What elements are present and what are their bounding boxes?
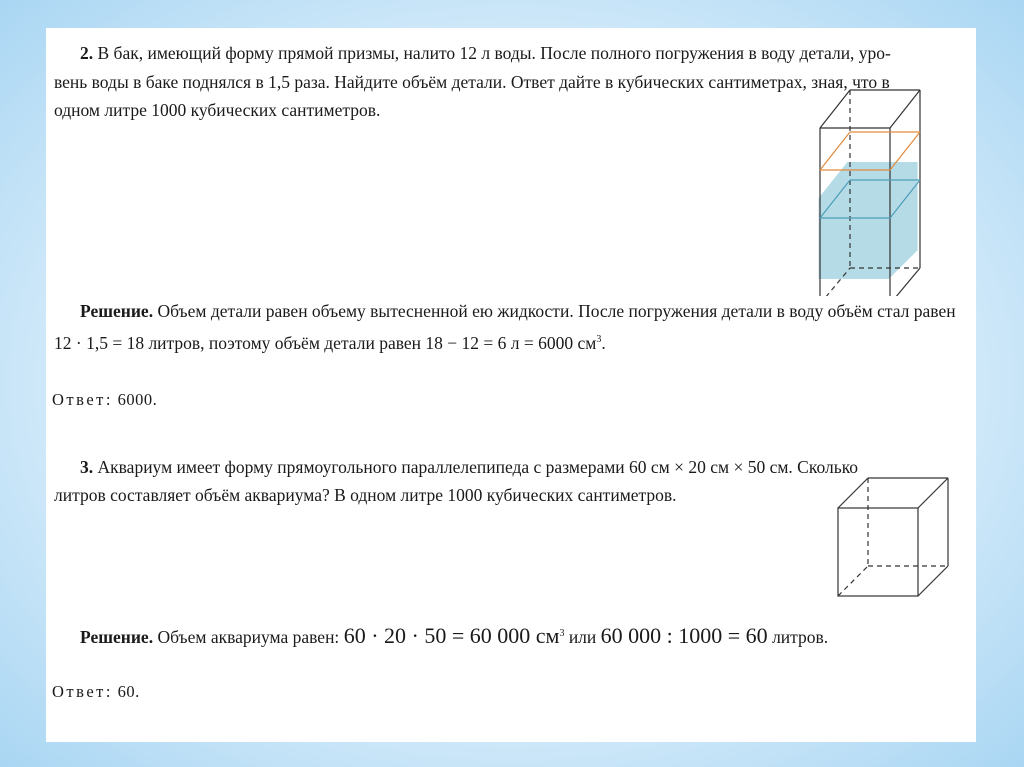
task-3-text-1: Аквариум имеет форму прямоугольного параллелепипеда с размерами 60 см × 20 см × 50 см. Сколько xyxy=(97,457,859,477)
solution-2-text-1: Объем детали равен объему вытесненной ею жидкости. После погружения детали в воду объём стал равен xyxy=(157,301,956,321)
solution-2-line-2 xyxy=(54,332,606,355)
task-2-text-1: В бак, имеющий форму прямой призмы, налито 12 л воды. После полного погружения в воду детали, уро- xyxy=(97,43,891,63)
solution-3-label: Решение. xyxy=(80,627,154,647)
task-2-line-1 xyxy=(80,42,891,65)
aquarium-box-figure xyxy=(836,476,952,600)
cubic-exponent-2: 3 xyxy=(559,628,565,640)
answer-3 xyxy=(52,682,140,702)
solution-3-math-1: 60 · 20 · 50 = 60 000 см xyxy=(343,623,560,648)
solution-3-text-3: литров. xyxy=(772,627,829,647)
tank-prism-figure xyxy=(810,56,930,296)
answer-3-label: Ответ: xyxy=(52,682,113,701)
solution-2-text-2: 12 · 1,5 = 18 литров, поэтому объём детали равен 18 − 12 = 6 л = 6000 см xyxy=(54,333,597,353)
answer-2-value: 6000. xyxy=(117,390,158,409)
solution-2-period: . xyxy=(601,333,606,353)
solution-3-text-2: или xyxy=(568,627,597,647)
solution-3-text-1: Объем аквариума равен: xyxy=(157,627,340,647)
task-2-line-2: вень воды в баке поднялся в 1,5 раза. Найдите объём детали. Ответ дайте в кубических сантиметрах, зная, что в xyxy=(54,72,890,92)
solution-2-line-1 xyxy=(80,300,956,323)
answer-2-label: Ответ: xyxy=(52,390,113,409)
task-2-line-3: одном литре 1000 кубических сантиметров. xyxy=(54,100,381,120)
worksheet-page xyxy=(46,28,976,742)
solution-3-line xyxy=(80,624,828,649)
solution-3-math-2: 60 000 : 1000 = 60 xyxy=(600,623,768,648)
task-3-line-1 xyxy=(80,456,858,479)
answer-2 xyxy=(52,390,157,410)
task-2-number: 2. xyxy=(80,43,94,63)
white-patch xyxy=(844,286,888,296)
solution-2-label: Решение. xyxy=(80,301,154,321)
answer-3-value: 60. xyxy=(117,682,140,701)
cubic-exponent: 3 xyxy=(596,334,602,346)
task-3-number: 3. xyxy=(80,457,94,477)
task-3-line-2: литров составляет объём аквариума? В одном литре 1000 кубических сантиметров. xyxy=(54,485,677,505)
